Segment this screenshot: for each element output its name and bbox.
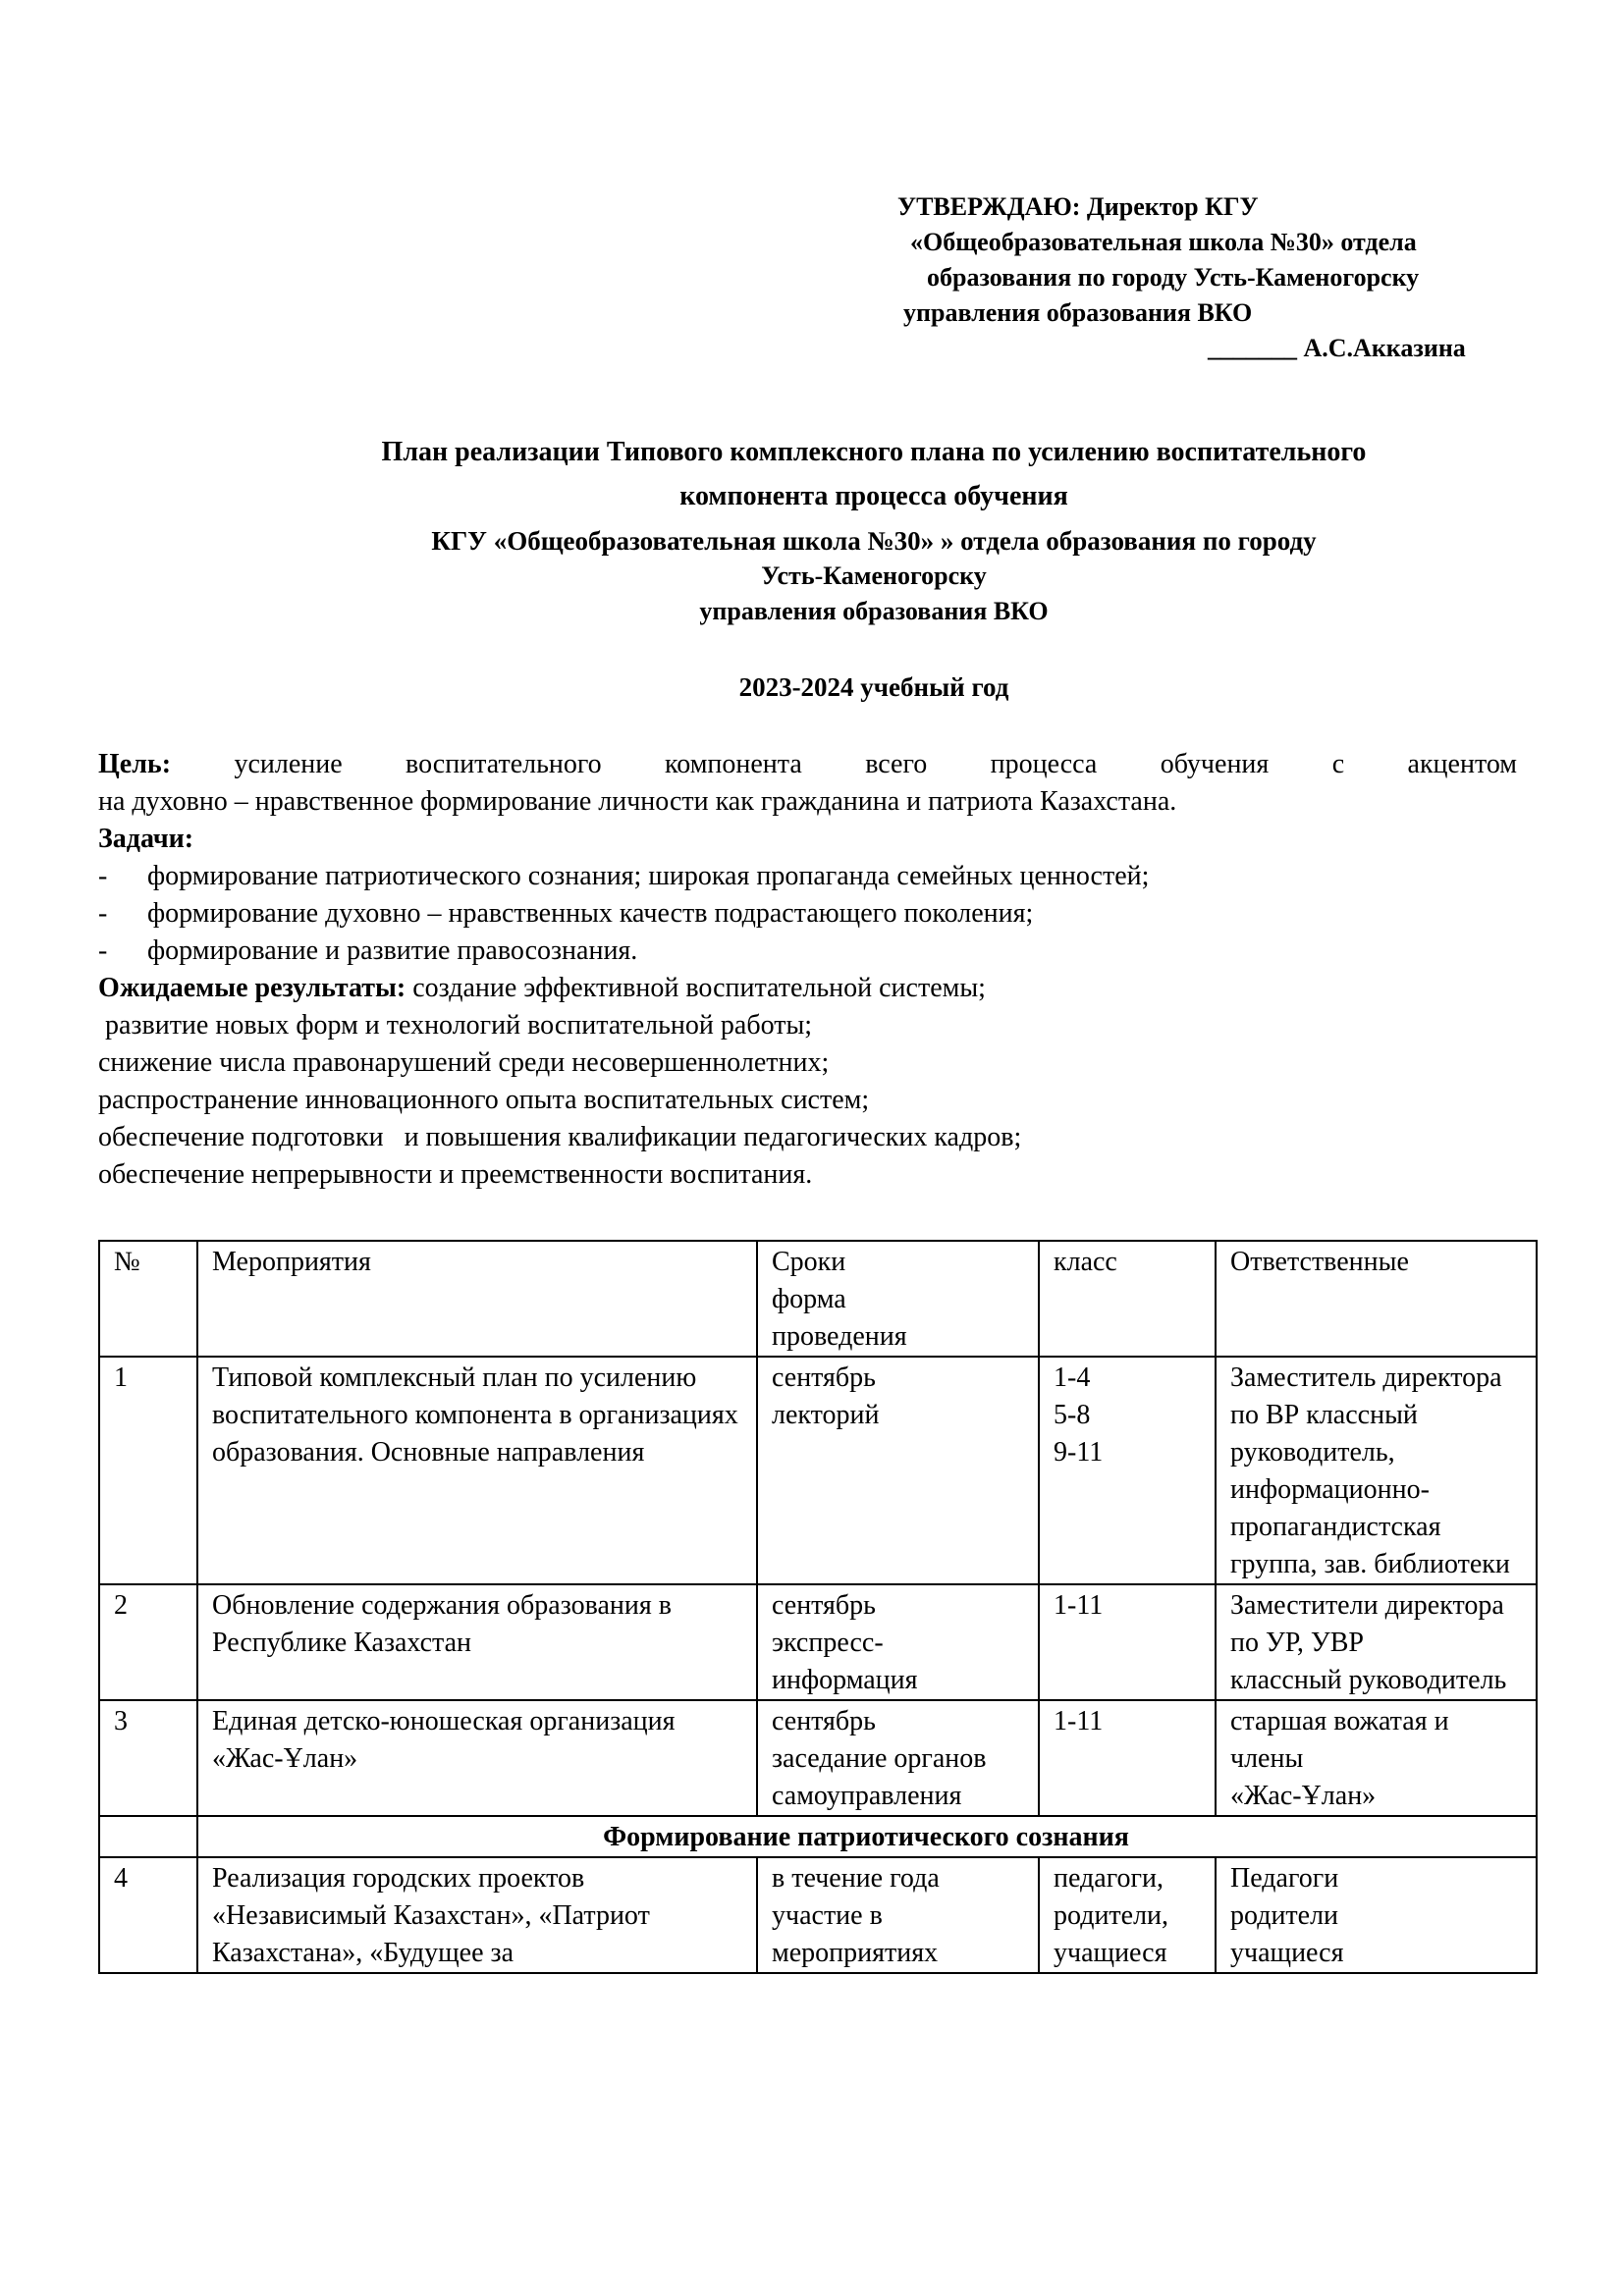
task-dash: -: [98, 935, 108, 966]
section-heading: Формирование патриотического сознания: [197, 1816, 1537, 1857]
results-text: создание эффективной воспитательной системы;: [406, 973, 986, 1003]
goal-paragraph: [98, 746, 1517, 783]
approval-line: управления образования ВКО: [903, 298, 1253, 327]
result-item: распространение инновационного опыта воспитательных систем;: [98, 1085, 870, 1115]
cell-grade: класс: [1039, 1241, 1216, 1357]
table-row: [99, 1857, 1537, 1973]
cell-grade: 1-11: [1039, 1584, 1216, 1700]
academic-year: 2023-2024 учебный год: [738, 672, 1009, 702]
cell-event: Единая детско-юношеская организация «Жас-Ұлан»: [197, 1700, 757, 1816]
goal-text: усиление воспитательного компонента всего процесса обучения с акцентом: [171, 749, 1517, 779]
result-item: обеспечение непрерывности и преемственности воспитания.: [98, 1159, 813, 1190]
school-name: КГУ «Общеобразовательная школа №30» » отдела образования по городу: [431, 526, 1317, 556]
task-item: [98, 933, 1517, 970]
plan-table: [98, 1240, 1538, 1974]
cell-number: 2: [99, 1584, 197, 1700]
result-item: развитие новых форм и технологий воспитательной работы;: [98, 1010, 813, 1041]
approval-line: «Общеобразовательная школа №30» отдела: [910, 228, 1417, 256]
cell-number: 3: [99, 1700, 197, 1816]
table-row: [99, 1584, 1537, 1700]
cell-grade: 1-4 5-8 9-11: [1039, 1357, 1216, 1584]
goal-label: Цель:: [98, 749, 172, 779]
task-item: [98, 858, 1517, 895]
result-item: обеспечение подготовки и повышения квалификации педагогических кадров;: [98, 1122, 1022, 1152]
school-city: Усть-Каменогорску: [761, 561, 987, 590]
cell-number: №: [99, 1241, 197, 1357]
table-section-row: [99, 1816, 1537, 1857]
cell-grade: 1-11: [1039, 1700, 1216, 1816]
cell-dates-form: сентябрь экспресс-информация: [757, 1584, 1039, 1700]
table-header-row: [99, 1241, 1537, 1357]
table-row: [99, 1700, 1537, 1816]
cell-grade: педагоги, родители, учащиеся: [1039, 1857, 1216, 1973]
task-text: формирование и развитие правосознания.: [147, 935, 638, 966]
task-item: [98, 895, 1517, 933]
plan-title: План реализации Типового комплексного плана по усилению воспитательного: [381, 437, 1367, 467]
results-paragraph: [98, 970, 1517, 1007]
cell-event: Мероприятия: [197, 1241, 757, 1357]
table-row: [99, 1357, 1537, 1584]
approval-block: [893, 189, 1532, 366]
results-list: [98, 1007, 1517, 1194]
cell-dates-form: сентябрь заседание органов самоуправления: [757, 1700, 1039, 1816]
cell-number: 1: [99, 1357, 197, 1584]
task-dash: -: [98, 898, 108, 929]
cell-event: Типовой комплексный план по усилению воспитательного компонента в организациях образования. Основные направления: [197, 1357, 757, 1584]
cell-responsible: Ответственные: [1216, 1241, 1537, 1357]
cell-number: 4: [99, 1857, 197, 1973]
tasks-label: Задачи:: [98, 824, 194, 854]
tasks-list: [98, 858, 1517, 970]
approval-signature: _______ А.С.Акказина: [1208, 334, 1466, 362]
results-label: Ожидаемые результаты:: [98, 973, 406, 1003]
plan-intro: [98, 746, 1517, 1194]
goal-text-2: на духовно – нравственное формирование личности как гражданина и патриота Казахстана.: [98, 786, 1177, 817]
cell-event: Обновление содержания образования в Республике Казахстан: [197, 1584, 757, 1700]
cell-dates-form: в течение года участие в мероприятиях: [757, 1857, 1039, 1973]
cell-responsible: Заместитель директора по ВР классный руководитель, информационно-пропагандистская группа, зав. библиотеки: [1216, 1357, 1537, 1584]
approval-line: УТВЕРЖДАЮ: Директор КГУ: [897, 192, 1259, 221]
cell-dates-form: сентябрь лекторий: [757, 1357, 1039, 1584]
task-text: формирование духовно – нравственных качеств подрастающего поколения;: [147, 898, 1034, 929]
task-text: формирование патриотического сознания; широкая пропаганда семейных ценностей;: [147, 861, 1150, 891]
result-item: снижение числа правонарушений среди несовершеннолетних;: [98, 1047, 830, 1078]
cell-event: Реализация городских проектов «Независимый Казахстан», «Патриот Казахстана», «Будущее за: [197, 1857, 757, 1973]
approval-line: образования по городу Усть-Каменогорску: [927, 263, 1420, 292]
plan-title: компонента процесса обучения: [679, 481, 1068, 511]
task-dash: -: [98, 861, 108, 891]
cell-empty: [99, 1816, 197, 1857]
cell-responsible: Педагоги родители учащиеся: [1216, 1857, 1537, 1973]
cell-responsible: старшая вожатая и члены «Жас-Ұлан»: [1216, 1700, 1537, 1816]
cell-responsible: Заместители директора по УР, УВР классный руководитель: [1216, 1584, 1537, 1700]
cell-dates-form: Сроки форма проведения: [757, 1241, 1039, 1357]
school-department: управления образования ВКО: [699, 597, 1049, 625]
